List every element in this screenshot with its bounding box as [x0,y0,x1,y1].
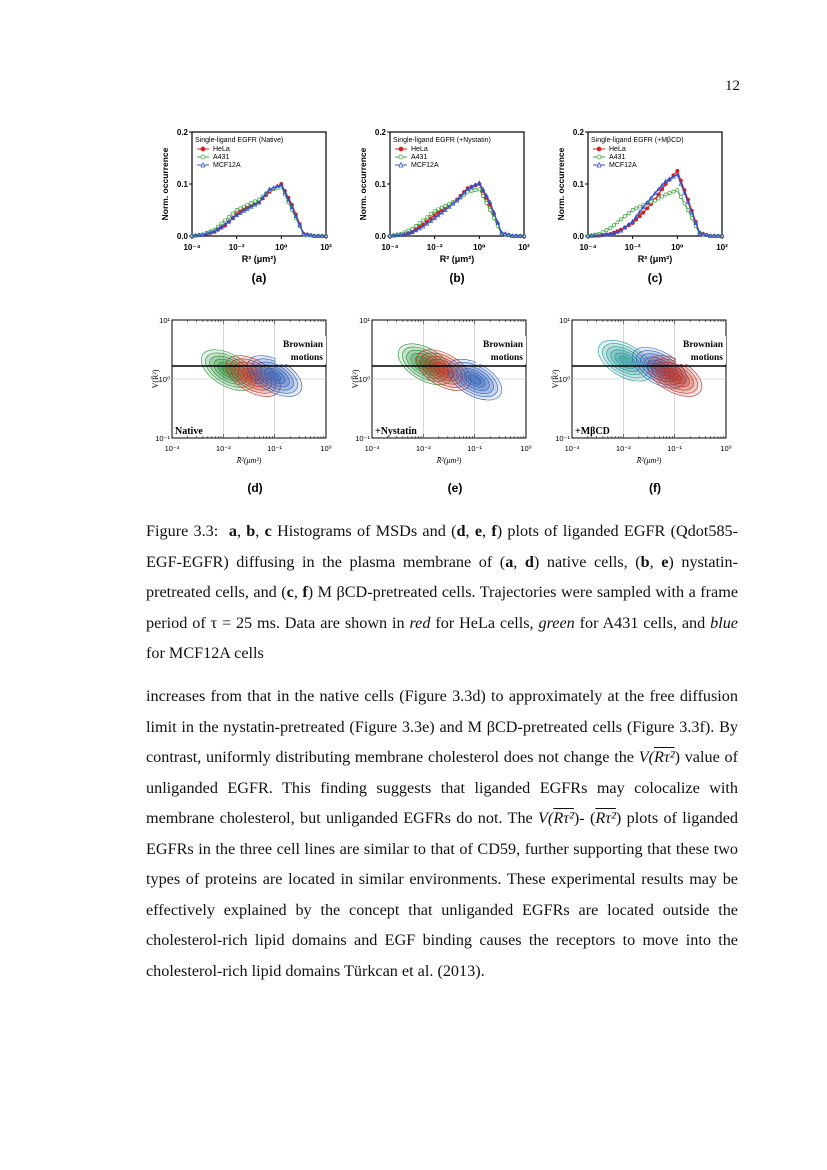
body-v1: V( [638,748,655,766]
x-tick-label: 10⁰ [473,243,486,252]
x-axis-label: R² (μm²) [241,254,277,264]
x-tick-label: 10⁻⁴ [183,243,201,252]
x-tick-label: 10⁻¹ [667,444,683,453]
brownian-label: motions [290,353,323,363]
data-point [661,188,664,191]
body-r3: Rτ² [595,809,616,827]
body-paragraph [146,681,738,986]
caption-e2: e [661,552,669,571]
data-point [605,229,608,232]
caption-green: green [538,613,575,632]
x-tick-label: 10⁰ [671,243,684,252]
y-tick-label: 0.2 [176,128,188,137]
legend-marker [399,147,403,151]
data-point [227,215,230,218]
legend-label: MCF12A [213,162,241,169]
data-point [616,221,619,224]
caption-t5: ) M βCD-pretreated cells. Trajectories were sampled with a frame period of τ = 25 ms. Data are shown in [146,583,739,632]
legend-title: Single-ligand EGFR (+Nystatin) [393,137,491,144]
series-line-hela [390,184,524,236]
x-axis-label: R̄²(μm²) [236,456,262,465]
histogram-panel-1 [160,128,332,285]
data-point [437,208,440,211]
y-tick-label: 10⁰ [558,375,570,384]
x-tick-label: 10⁻² [426,243,443,252]
y-tick-label: 10⁰ [358,375,370,384]
contour-panel-2 [351,316,532,495]
x-tick-label: 10⁰ [720,444,732,453]
condition-label: Native [175,426,203,437]
condition-label: +Nystatin [375,426,417,437]
data-point [635,207,638,210]
caption-f2: f [302,583,308,601]
caption-d: d [456,522,466,540]
x-tick-label: 10⁻² [624,243,641,252]
data-point [679,195,682,198]
x-axis-label: R² (μm²) [439,254,475,264]
x-tick-label: 10² [320,243,332,252]
x-tick-label: 10⁻³ [364,444,380,453]
y-tick-label: 0.0 [572,232,584,241]
y-axis-label: V(R̄²) [151,369,160,389]
data-point [627,212,630,215]
caption-t8: for MCF12A cells [146,644,264,662]
data-point [638,205,641,208]
brownian-label: Brownian [483,340,523,350]
y-tick-label: 0.0 [176,232,188,241]
data-point [485,201,488,204]
body-p4: ) plots of liganded EGFRs in the three cell lines are similar to that of CD59, further supporting that these two types of proteins are located in similar environments. These experimental results may be effectively explained by the concept that unliganded EGFRs are located outside the cholesterol-rich lipid domains and EGF binding causes the receptors to move into the cholesterol-rich lipid domains Türkcan et al. (2013). [146,809,738,980]
panel-label: (f) [649,481,661,495]
data-point [481,195,484,198]
x-tick-label: 10⁻¹ [467,444,483,453]
series-line-hela [192,184,326,236]
caption-red: red [409,613,431,632]
data-point [646,207,649,210]
x-tick-label: 10⁻³ [164,444,180,453]
contour-panel-3 [551,316,732,495]
data-point [440,206,443,209]
data-point [235,208,238,211]
y-tick-label: 10¹ [559,316,570,325]
data-point [231,212,234,215]
body-p2: value of unliganded EGFR. This finding suggests that liganded EGFRs may colocalize with membrane cholesterol, but unliganded EGFRs do not. The [146,748,738,827]
y-tick-label: 0.1 [374,180,386,189]
x-tick-label: 10⁻² [615,444,631,453]
series-line-mcf12a [588,175,722,236]
caption-b: b [246,522,256,540]
histogram-panel-2 [358,128,530,285]
data-point [609,227,612,230]
brownian-label: Brownian [683,340,723,350]
x-tick-label: 10⁻³ [564,444,580,453]
x-tick-label: 10⁻⁴ [381,243,399,252]
x-tick-label: 10⁻² [215,444,231,453]
contour-panel-1 [151,316,332,495]
x-tick-label: 10² [518,243,530,252]
x-tick-label: 10⁰ [520,444,532,453]
histogram-panel-3 [556,128,728,285]
y-tick-label: 0.1 [176,180,188,189]
x-axis-label: R̄²(μm²) [436,456,462,465]
caption-prefix: Figure 3.3: [146,522,219,540]
caption-t2: ) plots of liganded EGFR (Qdot585-EGF-EGFR) diffusing in the plasma membrane of ( [146,522,739,571]
caption-d2: d [524,552,534,571]
caption-c2: c [286,583,294,601]
data-point [672,190,675,193]
data-point [239,207,242,210]
figure-3-3 [140,120,740,510]
y-tick-label: 10⁰ [158,375,170,384]
body-close2: ) [573,809,580,827]
data-point [612,224,615,227]
x-axis-label: R̄²(μm²) [636,456,662,465]
data-point [488,208,491,211]
legend-label: A431 [213,154,230,161]
data-point [478,188,481,191]
series-line-mcf12a [192,185,326,236]
caption-t7: for A431 cells, and [574,613,711,632]
y-tick-label: 10⁻¹ [155,434,170,443]
x-tick-label: 10⁻⁴ [579,243,597,252]
body-close1: ) [674,748,680,766]
y-tick-label: 0.2 [572,128,584,137]
series-line-a431 [192,187,326,236]
panel-label: (a) [251,271,267,285]
x-tick-label: 10⁻² [415,444,431,453]
legend-label: HeLa [609,146,626,153]
page-number: 12 [725,78,740,94]
x-tick-label: 10² [716,243,728,252]
x-axis-label: R² (μm²) [637,254,673,264]
legend-label: A431 [411,154,428,161]
data-point [474,188,477,191]
legend-marker [597,155,601,159]
data-point [623,215,626,218]
figure-caption: Figure 3.3: a, b, c Histograms of MSDs and (d, e, f) plots of liganded EGFR (Qdot585-EGF-EGFR) diffusing in the plasma membrane of (a, d) native cells, (b, e) nystatin-pretreated cells, and (c, f) M βCD-pretreated cells. Trajectories were sampled with a frame period of τ = 25 ms. Data are shown in red for HeLa cells, green for A431 cells, and blue for MCF12A cells [146,522,739,662]
data-point [414,224,417,227]
y-axis-label: V(R̄²) [551,369,560,389]
legend-marker [201,147,205,151]
legend-label: HeLa [411,146,428,153]
figure-canvas [140,120,740,510]
legend-label: HeLa [213,146,230,153]
y-tick-label: 10⁻¹ [555,434,570,443]
data-point [223,219,226,222]
series-line-a431 [390,189,524,236]
legend-label: A431 [609,154,626,161]
caption-blue: blue [710,613,738,632]
body-v2: V( [538,809,554,827]
data-point [470,189,473,192]
caption-e: e [474,522,482,540]
data-point [676,189,679,192]
data-point [686,208,689,211]
body-r1: Rτ² [654,748,675,766]
data-point [631,208,634,211]
data-point [657,197,660,200]
data-point [683,202,686,205]
brownian-label: Brownian [283,340,323,350]
y-tick-label: 10¹ [159,316,170,325]
data-point [421,219,424,222]
x-tick-label: 10⁻² [228,243,245,252]
data-point [657,193,660,196]
data-point [425,216,428,219]
data-point [650,200,653,203]
data-point [668,191,671,194]
y-axis-label: Norm. occurrence [160,147,170,221]
legend-label: MCF12A [609,162,637,169]
condition-label: +MβCD [575,426,610,437]
data-point [661,195,664,198]
data-point [433,209,436,212]
body-p3: - ( [579,809,596,827]
caption-b2: b [640,552,650,571]
data-point [638,214,641,217]
body-p1: increases from that in the native cells (Figure 3.3d) to approximately at the free diffusion limit in the nystatin-pretreated (Figure 3.3e) and M βCD-pretreated cells (Figure 3.3f). By contrast, uniformly distributing membrane cholesterol does not change the [146,687,738,766]
panel-label: (c) [647,271,663,285]
data-point [664,193,667,196]
legend-marker [201,155,205,159]
series-line-mcf12a [390,183,524,236]
caption-t3: ) native cells, ( [533,552,641,571]
y-axis-label: Norm. occurrence [556,147,566,221]
y-tick-label: 0.2 [374,128,386,137]
x-tick-label: 10⁰ [320,444,332,453]
legend-label: MCF12A [411,162,439,169]
data-point [429,213,432,216]
y-tick-label: 10¹ [359,316,370,325]
y-axis-label: V(R̄²) [351,369,360,389]
legend-title: Single-ligand EGFR (+MβCD) [591,137,684,144]
data-point [653,199,656,202]
data-point [619,218,622,221]
y-tick-label: 0.0 [374,232,386,241]
y-tick-label: 0.1 [572,180,584,189]
legend-title: Single-ligand EGFR (Native) [195,137,284,144]
caption-t4: ) nystatin-pretreated cells, and ( [146,552,739,601]
legend-marker [399,155,403,159]
y-axis-label: Norm. occurrence [358,147,368,221]
data-point [642,211,645,214]
series-line-hela [588,171,722,236]
data-point [444,204,447,207]
body-r2: Rτ² [553,809,574,827]
legend-marker [597,147,601,151]
panel-label: (b) [449,271,465,285]
caption-a2: a [505,552,514,571]
data-point [246,203,249,206]
x-tick-label: 10⁰ [275,243,288,252]
brownian-label: motions [490,353,523,363]
caption-t1: Histograms of MSDs and ( [277,522,457,540]
caption-c: c [264,522,272,540]
panel-label: (e) [447,481,463,495]
panel-label: (d) [247,481,263,495]
data-point [418,222,421,225]
caption-t6: for HeLa cells, [430,613,539,632]
y-tick-label: 10⁻¹ [355,434,370,443]
x-tick-label: 10⁻¹ [267,444,283,453]
caption-f: f [491,522,497,540]
brownian-label: motions [690,353,723,363]
caption-a: a [228,522,237,540]
data-point [242,205,245,208]
